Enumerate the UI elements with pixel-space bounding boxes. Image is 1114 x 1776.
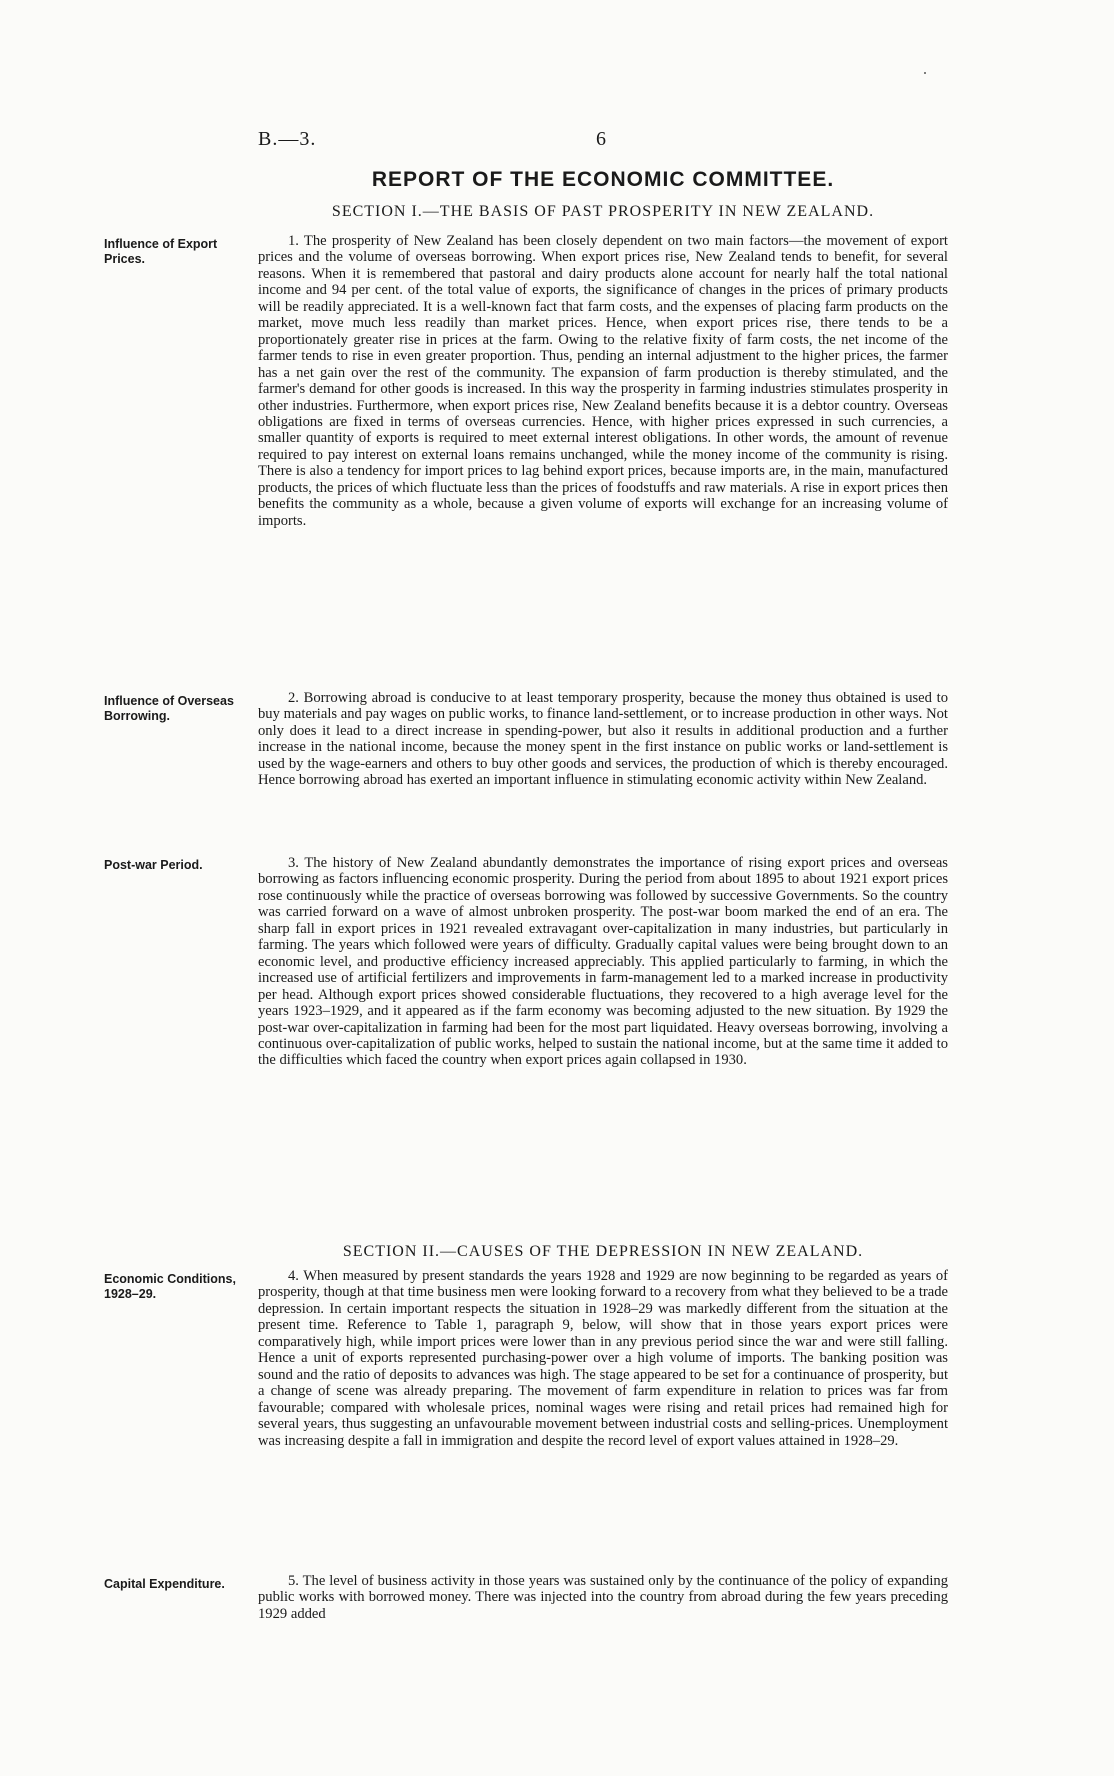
paragraph-5: 5. The level of business activity in those years was sustained only by the continuance of the policy of expanding public works with borrowed money. There was injected into the country from abroad during the few years preceding 1929 added	[258, 1573, 948, 1622]
margin-note-economic-conditions: Economic Conditions, 1928–29.	[104, 1272, 236, 1301]
margin-note-overseas-borrowing: Influence of Overseas Borrowing.	[104, 694, 234, 723]
paragraph-4: 4. When measured by present standards the years 1928 and 1929 are now beginning to be regarded as years of prosperity, though at that time business men were looking forward to a recovery from what they believed to be a trade depression. In certain important respects the situation in 1928–29 was markedly different from the situation at the present time. Reference to Table 1, paragraph 9, below, will show that in those years export prices were comparatively high, while import prices were lower than in any previous period since the war and were still falling. Hence a unit of exports represented purchasing-power over a high volume of imports. The banking position was sound and the ratio of deposits to advances was high. The stage appeared to be set for a continuance of prosperity, but a change of scene was already preparing. The movement of farm expenditure in relation to prices was far from favourable; compared with wholesale prices, nominal wages were rising and retail prices had remained high for several years, thus suggesting an unfavourable movement between industrial costs and selling-prices. Unemployment was increasing despite a fall in immigration and despite the record level of export values attained in 1928–29.	[258, 1268, 948, 1449]
section-1-heading: SECTION I.—THE BASIS OF PAST PROSPERITY IN NEW ZEALAND.	[331, 203, 875, 220]
page-number: 6	[596, 128, 606, 150]
paper-speck	[924, 72, 926, 74]
paragraph-3: 3. The history of New Zealand abundantly demonstrates the importance of rising export prices and overseas borrowing as factors influencing economic prosperity. During the period from about 1895 to about 1921 export prices rose continuously while the practice of overseas borrowing was followed by successive Governments. So the country was carried forward on a wave of almost unbroken prosperity. The post-war boom marked the end of an era. The sharp fall in export prices in 1921 revealed extravagant over-capitalization in many industries, but particularly in farming. The years which followed were years of difficulty. Gradually capital values were being brought down to an economic level, and productive efficiency increased appreciably. This applied particularly to farming, in which the increased use of artificial fertilizers and improvements in farm-management led to a marked increase in productivity per head. Although export prices showed considerable fluctuations, they recovered to a high average level for the years 1923–1929, and it appeared as if the farm economy was becoming adjusted to the new situation. By 1929 the post-war over-capitalization in farming had been for the most part liquidated. Heavy overseas borrowing, involving a continuous over-capitalization of public works, helped to sustain the national income, but at the same time it added to the difficulties which faced the country when export prices again collapsed in 1930.	[258, 855, 948, 1069]
section-2-heading: SECTION II.—CAUSES OF THE DEPRESSION IN NEW ZEALAND.	[342, 1243, 864, 1260]
margin-note-post-war: Post-war Period.	[104, 858, 203, 872]
margin-note-capital-expenditure: Capital Expenditure.	[104, 1577, 225, 1591]
margin-note-export-prices: Influence of Export Prices.	[104, 237, 218, 266]
paragraph-2: 2. Borrowing abroad is conducive to at least temporary prosperity, because the money thus obtained is used to buy materials and pay wages on public works, to finance land-settlement, or to increase production in other ways. Not only does it lead to a direct increase in spending-power, but also it results in additional production and a further increase in the national income, because the money spent in the first instance on public works or land-settlement is used by the wage-earners and others to buy other goods and services, the production of which is thereby encouraged. Hence borrowing abroad has exerted an important influence in stimulating economic activity within New Zealand.	[258, 690, 948, 789]
report-title: REPORT OF THE ECONOMIC COMMITTEE.	[371, 168, 835, 191]
paragraph-1: 1. The prosperity of New Zealand has been closely dependent on two main factors—the movement of export prices and the volume of overseas borrowing. When export prices rise, New Zealand tends to benefit, for several reasons. When it is remembered that pastoral and dairy products alone account for nearly half the total national income and 94 per cent. of the total value of exports, the significance of changes in the prices of primary products will be readily appreciated. It is a well-known fact that farm costs, and the expenses of placing farm products on the market, move much less readily than market prices. Hence, when export prices rise, there tends to be a proportionately greater rise in prices at the farm. Owing to the relative fixity of farm costs, the net income of the farmer tends to rise in even greater proportion. Thus, pending an internal adjustment to the higher prices, the farmer has a net gain over the rest of the community. The expansion of farm production is thereby stimulated, and the farmer's demand for other goods is increased. In this way the prosperity in farming industries stimulates prosperity in other industries. Furthermore, when export prices rise, New Zealand benefits because it is a debtor country. Overseas obligations are fixed in terms of overseas currencies. Hence, with higher prices expressed in such currencies, a smaller quantity of exports is required to meet external interest obligations. In other words, the amount of revenue required to pay interest on external loans remains unchanged, while the money income of the community is rising. There is also a tendency for import prices to lag behind export prices, because imports are, in the main, manufactured products, the prices of which fluctuate less than the prices of foodstuffs and raw materials. A rise in export prices then benefits the community as a whole, because a given volume of exports will exchange for an increasing volume of imports.	[258, 233, 948, 529]
document-code: B.—3.	[258, 128, 317, 150]
